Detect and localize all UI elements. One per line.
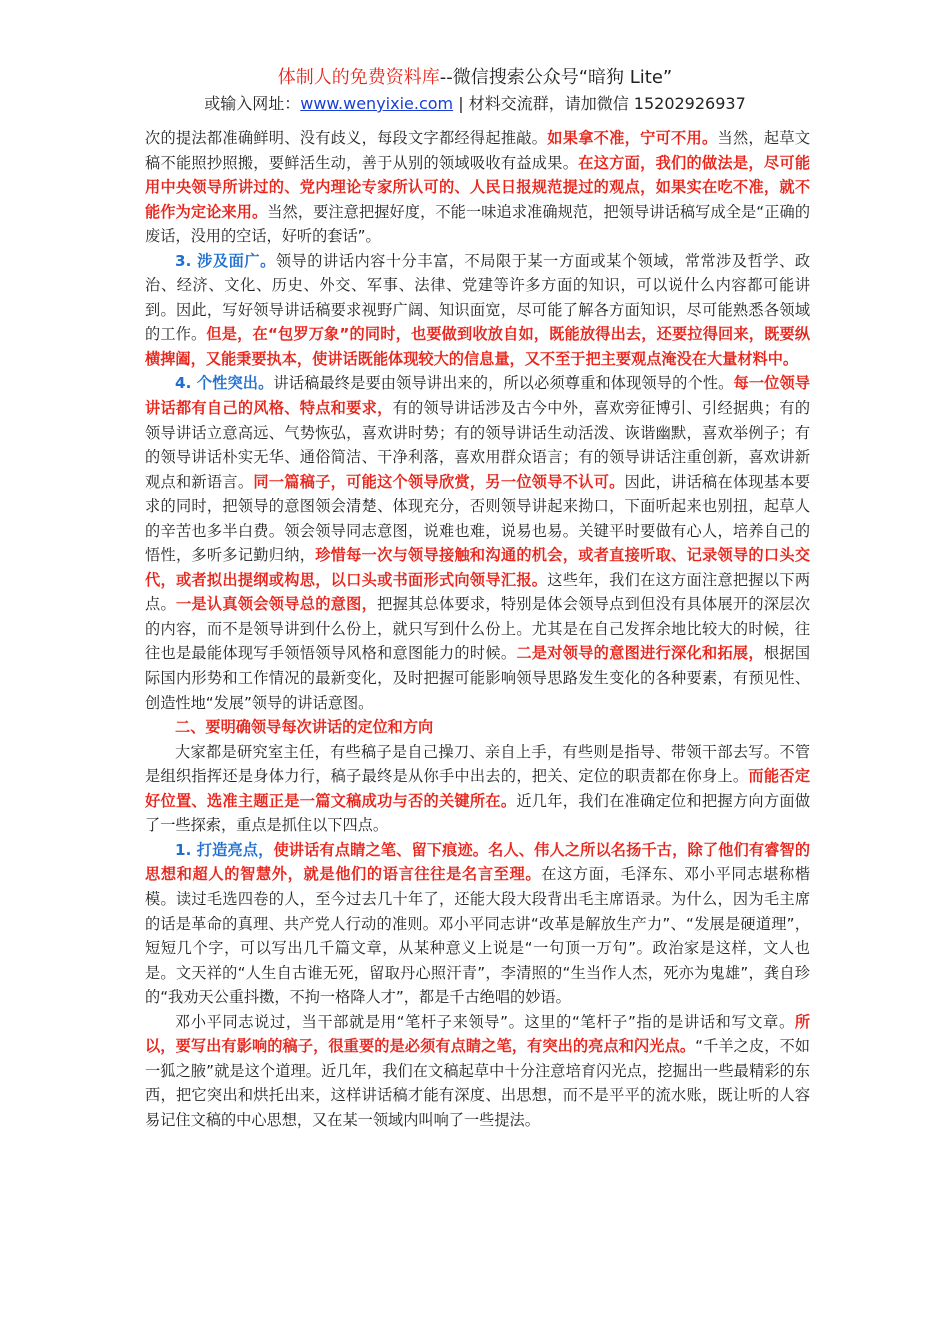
- body-text: 领导的讲话内容十分丰富，不局限于某一方面或某个领域，常常涉及哲学、政治、经济、文化、历史、外交、军事、法律、党建等许多方面的知识，可以说什么内容都可能讲到。因此，写好领导讲话稿要求视野广阔、知识面宽，尽可能了解各方面知识，尽可能熟悉各领域的工作。: [145, 251, 811, 344]
- url-prefix: 或输入网址：: [204, 94, 301, 113]
- header-separator: |: [453, 94, 469, 113]
- emphasis-text: 而能否定好位置、选准主题正是一篇文稿成功与否的关键所在。: [145, 767, 811, 810]
- header-contact-line: [0, 92, 950, 116]
- paragraph: [145, 715, 810, 740]
- paragraph: [145, 1010, 810, 1133]
- library-name: 体制人的免费资料库: [277, 67, 440, 88]
- body-text: 根据国际国内形势和工作情况的最新变化，及时把握可能影响领导思路发生变化的各种要素，有预见性、创造性地“发展”领导的讲话意图。: [145, 644, 811, 712]
- paragraph: [145, 249, 810, 372]
- body-text: 大家都是研究室主任，有些稿子是自己操刀、亲自上手，有些则是指导、带领干部去写。不管是组织指挥还是身体力行，稿子最终是从你手中出去的，把关、定位的职责都在你身上。: [145, 742, 810, 786]
- paragraph: [145, 371, 810, 715]
- website-link[interactable]: www.wenyixie.com: [300, 94, 454, 113]
- body-text: 在这方面，毛泽东、邓小平同志堪称楷模。读过毛选四卷的人，至今过去几十年了，还能大段大段背出毛主席语录。为什么，因为毛主席的话是革命的真理、共产党人行动的准则。邓小平同志讲“改革是解放生产力”、“发展是硬道理”，短短几个字，可以写出几千篇文章，从某种意义上说是“一句顶一万句”。政治家是这样，文人也是。文天祥的“人生自古谁无死，留取丹心照汗青”，李清照的“生当作人杰，死亦为鬼雄”，龚自珍的“我劝天公重抖擞，不拘一格降人才”，都是千古绝唱的妙语。: [145, 865, 811, 1007]
- body-text: 近几年，我们在准确定位和把握方向方面做了一些探索，重点是抓住以下四点。: [145, 791, 811, 835]
- page-header: [0, 66, 950, 116]
- body-text: 讲话稿最终是要由领导讲出来的，所以必须尊重和体现领导的个性。: [273, 374, 734, 393]
- document-body: [145, 126, 810, 1132]
- header-title-line: [0, 66, 950, 90]
- contact-text: 材料交流群，请加微信 15202926937: [468, 94, 746, 113]
- paragraph: [145, 838, 810, 1010]
- emphasis-text: 但是，在“包罗万象”的同时，也要做到收放自如，既能放得出去，还要拉得回来，既要纵横捭阖，又能秉要执本，使讲话既能体现较大的信息量，又不至于把主要观点淹没在大量材料中。: [145, 325, 811, 368]
- paragraph: [145, 126, 810, 249]
- body-text: 因此，讲话稿在体现基本要求的同时，把领导的意图领会清楚、体现充分，否则领导讲起来拗口，下面听起来也别扭，起草人的辛苦也多半白费。领会领导同志意图，说难也难，说易也易。关键平时要做有心人，培养自己的悟性，多听多记勤归纳，: [145, 472, 811, 565]
- section-number: 3. 涉及面广。: [175, 251, 276, 270]
- emphasis-text: 二、要明确领导每次讲话的定位和方向: [175, 718, 434, 737]
- emphasis-text: 一是认真领会领导总的意图，: [175, 595, 378, 614]
- body-text: 当然，起草文稿不能照抄照搬，要鲜活生动，善于从别的领域吸收有益成果。: [145, 129, 811, 172]
- body-text: 把握其总体要求，特别是体会领导点到但没有具体展开的深层次的内容，而不是领导讲到什么份上，就只写到什么份上。尤其是在自己发挥余地比较大的时候，往往也是最能体现写手领悟领导风格和意图能力的时候。: [145, 595, 811, 663]
- emphasis-text: 使讲话有点睛之笔、留下痕迹。名人、伟人之所以名扬千古，除了他们有睿智的思想和超人的智慧外，就是他们的语言往往是名言至理。: [145, 840, 811, 884]
- body-text: 有的领导讲话涉及古今中外，喜欢旁征博引、引经据典；有的领导讲话立意高远、气势恢弘，喜欢讲时势；有的领导讲话生动活泼、诙谐幽默，喜欢举例子；有的领导讲话朴实无华、通俗简洁、干净利落，喜欢用群众语言；有的领导讲话注重创新，喜欢讲新观点和新语言。: [145, 399, 811, 491]
- body-text: 当然，要注意把握好度，不能一味追求准确规范，把领导讲话稿写成全是“正确的废话，没用的空话，好听的套话”。: [145, 202, 811, 246]
- emphasis-text: 同一篇稿子，可能这个领导欣赏，另一位领导不认可。: [253, 472, 625, 491]
- emphasis-text: 在这方面，我们的做法是，尽可能用中央领导所讲过的、党内理论专家所认可的、人民日报规范提过的观点，如果实在吃不准，就不能作为定论来用。: [145, 153, 811, 221]
- emphasis-text: 所以，要写出有影响的稿子，很重要的是必须有点睛之笔，有突出的亮点和闪光点。: [145, 1012, 810, 1056]
- emphasis-text: 珍惜每一次与领导接触和沟通的机会，或者直接听取、记录领导的口头交代，或者拟出提纲或构思，以口头或书面形式向领导汇报。: [145, 546, 811, 589]
- section-number: 1. 打造亮点，: [175, 840, 274, 859]
- body-text: 这些年，我们在这方面注意把握以下两点。: [145, 570, 811, 614]
- body-text: 邓小平同志说过，当干部就是用“笔杆子来领导”。这里的“笔杆子”指的是讲话和写文章。: [175, 1012, 795, 1031]
- section-number: 4. 个性突出。: [175, 374, 274, 393]
- body-text: “千羊之皮，不如一狐之腋”就是这个道理。近几年，我们在文稿起草中十分注意培育闪光点，挖掘出一些最精彩的东西，把它突出和烘托出来，这样讲话稿才能有深度、出思想，而不是平平的流水账，既让听的人容易记住文稿的中心思想，又在某一领域内叫响了一些提法。: [145, 1037, 810, 1129]
- body-text: 次的提法都准确鲜明、没有歧义，每段文字都经得起推敲。: [145, 129, 548, 147]
- emphasis-text: 如果拿不准，宁可不用。: [547, 129, 718, 147]
- paragraph: [145, 740, 810, 838]
- emphasis-text: 二是对领导的意图进行深化和拓展，: [516, 644, 764, 663]
- emphasis-text: 每一位领导讲话都有自己的风格、特点和要求，: [145, 374, 811, 418]
- wechat-search-text: --微信搜索公众号“暗狗 Lite”: [439, 67, 673, 88]
